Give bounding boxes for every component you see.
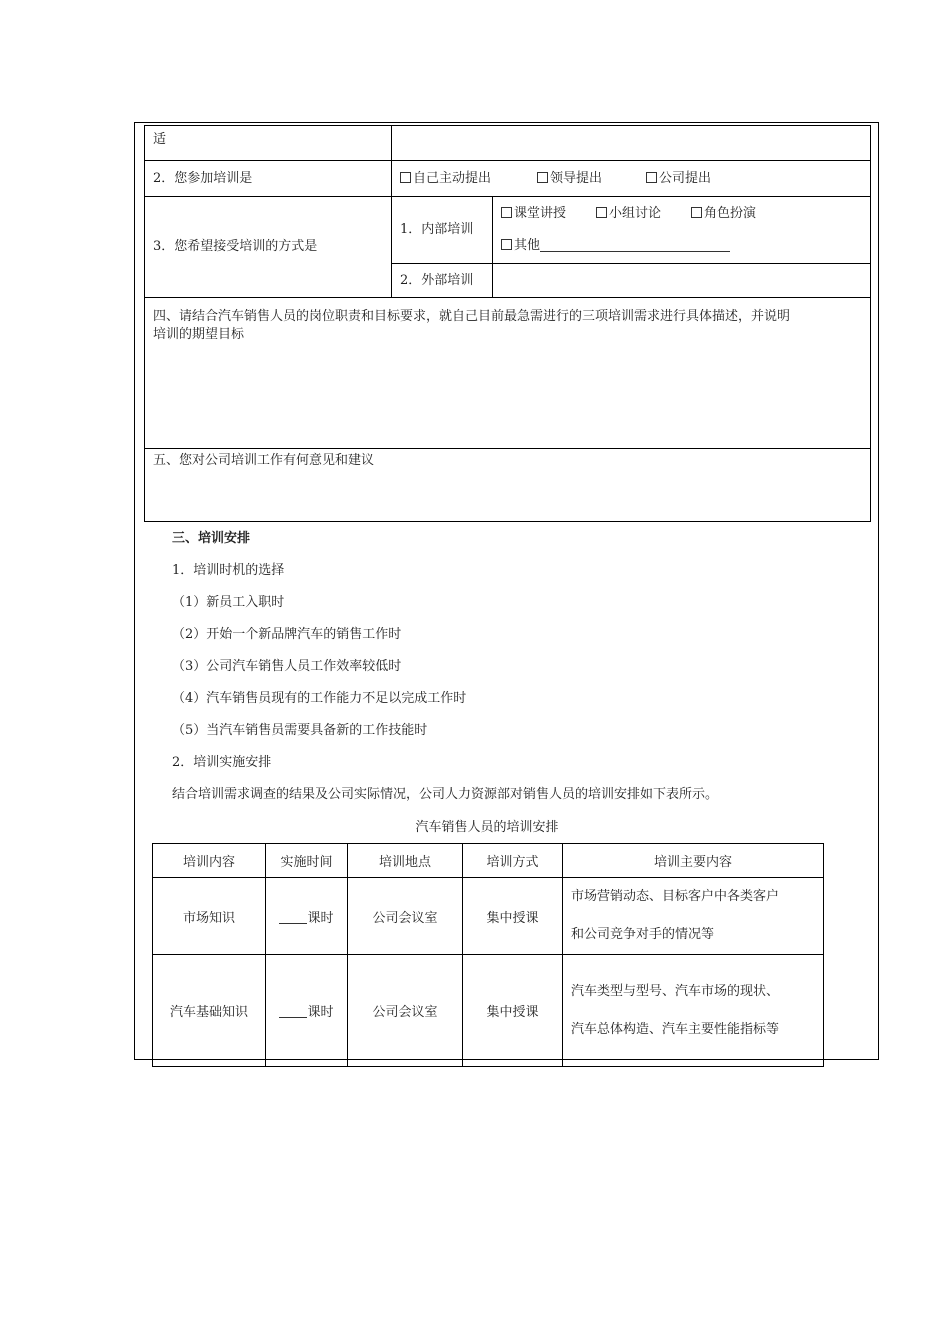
table-row [153, 878, 824, 955]
checkbox-icon[interactable] [501, 239, 512, 250]
question-5[interactable] [145, 449, 871, 522]
list-item: （2）开始一个新品牌汽车的销售工作时 [172, 627, 402, 642]
row2-options [392, 161, 871, 197]
option-lecture[interactable]: 课堂讲授 [501, 198, 566, 230]
header-details: 培训主要内容 [563, 844, 824, 878]
cell-method: 集中授课 [463, 955, 563, 1067]
checkbox-icon[interactable] [400, 172, 411, 183]
question-4-text: 四、请结合汽车销售人员的岗位职责和目标要求，就自己目前最急需进行的三项培训需求进行具体描述，并说明 [153, 309, 791, 324]
checkbox-icon[interactable] [646, 172, 657, 183]
option-company[interactable]: 公司提出 [646, 170, 711, 188]
cell-content: 市场知识 [153, 878, 266, 955]
row1-label: 适 [145, 126, 392, 161]
checkbox-icon[interactable] [596, 207, 607, 218]
row1-answer[interactable] [392, 126, 871, 161]
details-line: 汽车总体构造、汽车主要性能指标等 [571, 1021, 780, 1037]
header-location: 培训地点 [348, 844, 463, 878]
row2-label: 2．您参加培训是 [145, 161, 392, 197]
survey-table [144, 125, 871, 522]
cell-location: 公司会议室 [348, 955, 463, 1067]
table-row [153, 955, 824, 1067]
cell-details [563, 955, 824, 1067]
hours-blank[interactable] [279, 1005, 307, 1018]
list-item: （5）当汽车销售员需要具备新的工作技能时 [172, 723, 428, 738]
header-content: 培训内容 [153, 844, 266, 878]
table-header-row [153, 844, 824, 878]
option-group[interactable]: 小组讨论 [596, 198, 661, 230]
subheading-implementation: 2．培训实施安排 [172, 755, 272, 770]
cell-location: 公司会议室 [348, 878, 463, 955]
list-item: （4）汽车销售员现有的工作能力不足以完成工作时 [172, 691, 467, 706]
header-time: 实施时间 [266, 844, 348, 878]
option-other[interactable]: 其他 [501, 230, 862, 262]
cell-details [563, 878, 824, 955]
hours-blank[interactable] [279, 911, 307, 924]
cell-time: 课时 [266, 955, 348, 1067]
option-leader[interactable]: 领导提出 [537, 170, 602, 188]
cell-time: 课时 [266, 878, 348, 955]
details-line: 汽车类型与型号、汽车市场的现状、 [571, 983, 780, 999]
row3-label: 3．您希望接受培训的方式是 [145, 197, 392, 298]
other-blank[interactable] [540, 238, 730, 252]
cell-method: 集中授课 [463, 878, 563, 955]
section-title: 三、培训安排 [172, 531, 251, 546]
checkbox-icon[interactable] [501, 207, 512, 218]
subheading-timing: 1．培训时机的选择 [172, 563, 285, 578]
details-line: 和公司竞争对手的情况等 [571, 927, 715, 942]
training-plan-table [152, 843, 824, 1067]
list-item: （1）新员工入职时 [172, 595, 285, 610]
checkbox-icon[interactable] [537, 172, 548, 183]
question-5-text: 五、您对公司培训工作有何意见和建议 [153, 453, 375, 468]
option-self[interactable]: 自己主动提出 [400, 170, 491, 188]
checkbox-icon[interactable] [691, 207, 702, 218]
list-item: （3）公司汽车销售人员工作效率较低时 [172, 659, 402, 674]
option-roleplay[interactable]: 角色扮演 [691, 198, 756, 230]
table-caption: 汽车销售人员的培训安排 [415, 820, 559, 835]
header-method: 培训方式 [463, 844, 563, 878]
intro-paragraph: 结合培训需求调查的结果及公司实际情况，公司人力资源部对销售人员的培训安排如下表所示。 [172, 787, 719, 802]
external-answer[interactable] [493, 264, 871, 298]
external-label: 2．外部培训 [392, 264, 493, 298]
cell-content: 汽车基础知识 [153, 955, 266, 1067]
details-line: 市场营销动态、目标客户中各类客户 [571, 889, 780, 904]
internal-label: 1．内部培训 [392, 197, 493, 264]
question-4[interactable]: 四、请结合汽车销售人员的岗位职责和目标要求，就自己目前最急需进行的三项培训需求进行具体描述，并说明 培训的期望目标 [145, 298, 871, 449]
internal-options [493, 197, 871, 264]
